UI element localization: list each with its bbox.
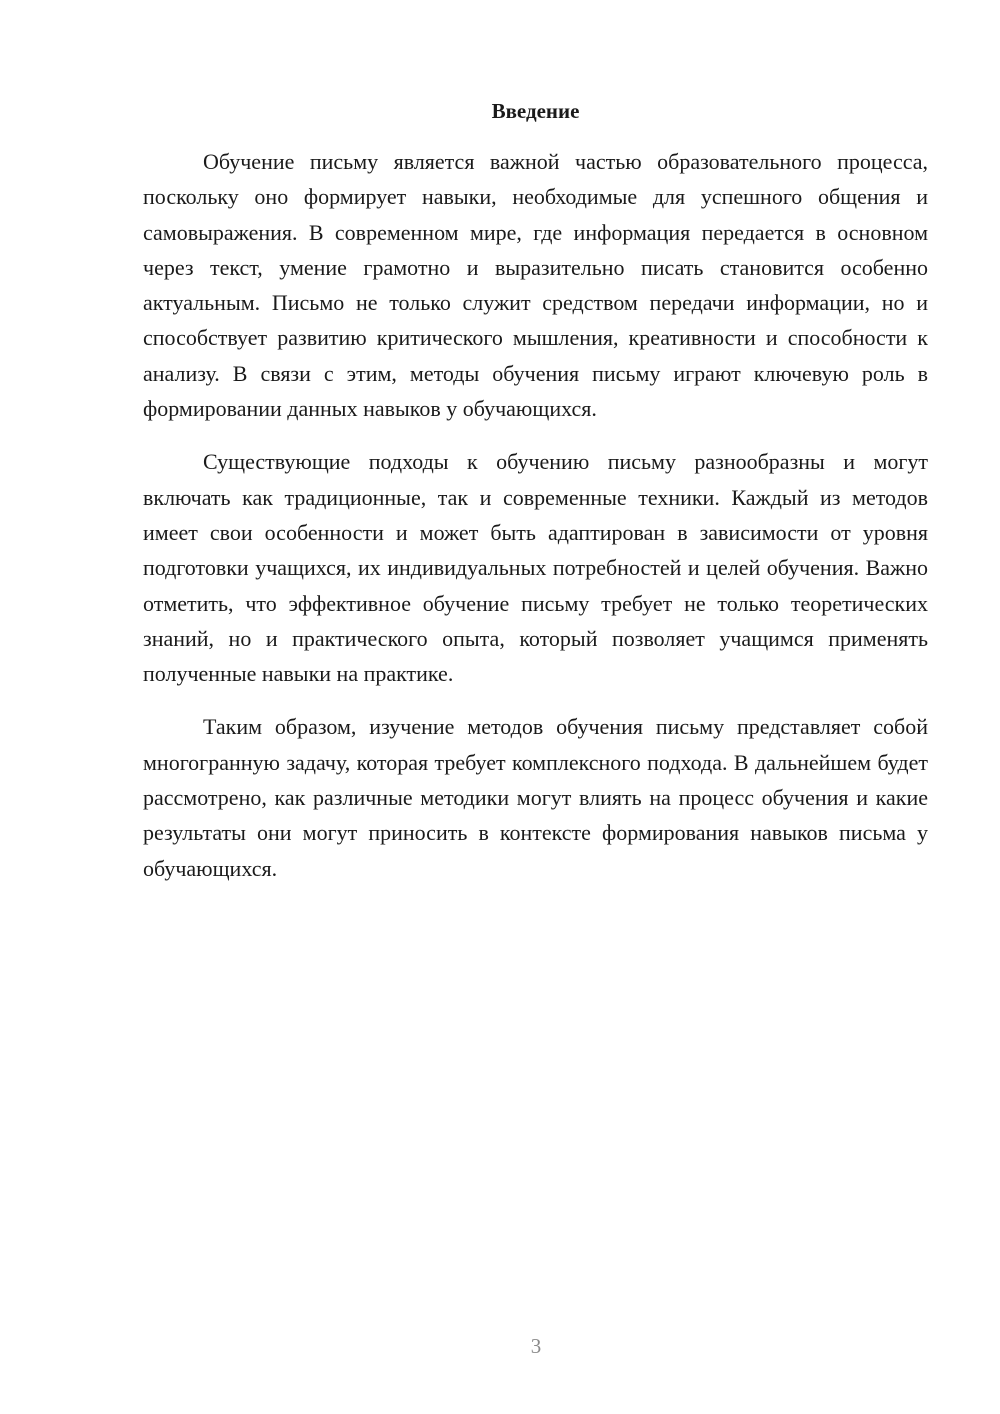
paragraph-1: Обучение письму является важной частью образовательного процесса, поскольку оно формирует навыки, необходимые для успешного общения и самовыражения. В современном мире, где информация передается в основном через текст, умение грамотно и выразительно писать становится особенно актуальным. Письмо не только служит средством передачи информации, но и способствует развитию критического мышления, креативности и способности к анализу. В связи с этим, методы обучения письму играют ключевую роль в формировании данных навыков у обучающихся.	[143, 149, 928, 422]
section-heading: Введение	[491, 99, 580, 123]
paragraph-3: Таким образом, изучение методов обучения письму представляет собой многогранную задачу, которая требует комплексного подхода. В дальнейшем будет рассмотрено, как различные методики могут влиять на процесс обучения и какие результаты они могут приносить в контексте формирования навыков письма у обучающихся.	[143, 714, 928, 881]
paragraph-2: Существующие подходы к обучению письму разнообразны и могут включать как традиционные, так и современные техники. Каждый из методов имеет свои особенности и может быть адаптирован в зависимости от уровня подготовки учащихся, их индивидуальных потребностей и целей обучения. Важно отметить, что эффективное обучение письму требует не только теоретических знаний, но и практического опыта, который позволяет учащимся применять полученные навыки на практике.	[143, 449, 928, 687]
page-number: 3	[530, 1334, 542, 1358]
page-body	[143, 96, 928, 904]
